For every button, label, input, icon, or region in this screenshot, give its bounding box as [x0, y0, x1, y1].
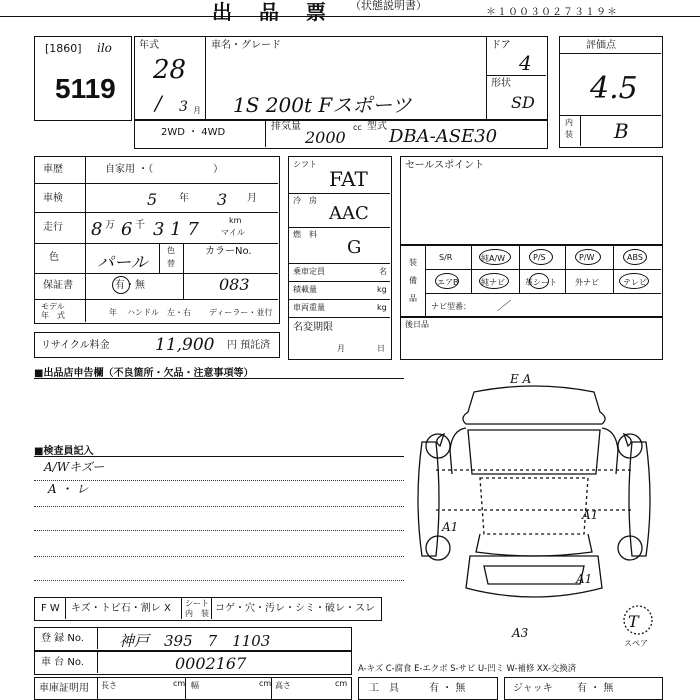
name-change-label: 名変期限 [293, 322, 333, 333]
warranty-value: 有・無 [115, 280, 145, 291]
damage-diagram [404, 370, 664, 638]
lot-tag: [1860] [45, 42, 82, 55]
equipment-box [400, 244, 663, 318]
lot-box [34, 36, 132, 121]
recycle-label: リサイクル料金 [41, 340, 110, 351]
registration-value: 神戸 395 7 1103 [119, 632, 271, 650]
year-value: 28 [153, 55, 187, 85]
score-box [559, 36, 663, 148]
sheet-title: 出 品 票 [212, 0, 336, 24]
body-shape-label: 形状 [491, 78, 511, 89]
year-label: 年式 [139, 40, 159, 51]
interior-label-1: 内 [565, 118, 573, 127]
inspection-month: 3 [217, 190, 228, 209]
cert-length-label: 長さ [101, 681, 117, 690]
seat-label-1: シート [185, 599, 209, 608]
equipment-abs: ABS [627, 253, 643, 262]
cert-width-unit: cm [259, 679, 272, 688]
model-year-label-1: モデル [41, 302, 65, 311]
equipment-leather-seats: 革シート [525, 278, 557, 287]
drive-label: 2WD ・ 4WD [161, 127, 226, 138]
equipment-power-steering: P/S [533, 253, 546, 262]
inspection-label: 車検 [43, 193, 63, 204]
displacement-label: 排気量 [271, 121, 301, 132]
seat-value: コゲ・穴・汚レ・シミ・破レ・スレ [215, 603, 375, 614]
mileage-label: 走行 [43, 222, 63, 233]
chassis-label: 車 台 No. [41, 657, 84, 668]
history-table [34, 156, 280, 324]
mileage-unit-km: km [229, 216, 242, 225]
cert-length-unit: cm [173, 679, 186, 688]
model-label: 型式 [367, 121, 387, 132]
registration-label: 登 録 No. [41, 633, 84, 644]
inspector-line-1: A/Wキズー [44, 460, 105, 474]
warranty-label: 保証書 [43, 280, 73, 291]
diagram-mark-rear-right: A1 [576, 572, 593, 586]
door-label: ドア [491, 40, 511, 51]
cert-height-unit: cm [335, 679, 348, 688]
tools-value: 有 ・ 無 [429, 683, 466, 694]
model-value: DBA-ASE30 [389, 126, 498, 147]
inspection-month-unit: 月 [247, 193, 257, 204]
spare-mark: T [628, 612, 639, 631]
jack-row [504, 677, 663, 700]
handle-side: ハンドル 左・右 [127, 308, 191, 317]
recycle-value: 11,900 [155, 335, 215, 355]
color-label: 色 [49, 252, 59, 263]
mechanics-table [288, 156, 392, 360]
score-value: 4.5 [590, 71, 638, 106]
repaint-label-1: 色 [167, 246, 175, 255]
vehicle-main-box: 年式 28 / 3 月 車名・グレード 1S 200t Fスポーツ ドア 4 形状 SD [134, 36, 548, 121]
chassis-row [34, 651, 352, 675]
equipment-oem-navi: 純ナビ [481, 278, 505, 287]
ac-value: AAC [329, 203, 369, 224]
late-date-label: 後日品 [405, 320, 429, 329]
late-date-box [400, 316, 663, 360]
sales-point-box [400, 156, 663, 246]
damage-legend: A-キズ C-腐食 E-エクボ S-サビ U-凹ミ W-補修 XX-交換済 [358, 663, 577, 673]
mileage-rest: 3 1 7 [153, 219, 199, 240]
name-change-month: 月 [337, 344, 345, 353]
shift-value: FAT [329, 167, 368, 191]
barcode-number: ＊１００３０２７３１９＊ [486, 7, 618, 18]
navi-model-value: ／ [497, 299, 510, 313]
capacity-label: 乗車定員 [293, 267, 325, 276]
lot-number: 5119 [55, 73, 116, 104]
garage-cert-label: 車庫証明用 [39, 683, 89, 694]
equipment-label-2: 備 [409, 276, 417, 285]
displacement-value: 2000 [305, 128, 346, 147]
weight-label: 車両重量 [293, 303, 325, 312]
capacity-unit: 名 [379, 267, 387, 276]
registration-row [34, 627, 352, 651]
color-code-value: 083 [219, 275, 250, 294]
body-shape-value: SD [511, 93, 535, 112]
interior-label-2: 装 [565, 130, 573, 139]
shift-label: シフト [293, 160, 317, 169]
equipment-alloy-wheels: 純A/W [481, 254, 506, 263]
jack-label: ジャッキ [513, 683, 553, 694]
name-change-day: 日 [377, 344, 385, 353]
diagram-mark-right: A1 [582, 508, 599, 522]
history-value: 自家用 ・（ ） [105, 164, 224, 175]
recycle-unit: 円 預託済 [227, 340, 271, 351]
fw-row [34, 597, 382, 621]
lot-tag-suffix: ilo [97, 41, 112, 55]
score-label: 評価点 [586, 40, 616, 51]
seat-label-2: 内 装 [185, 609, 209, 618]
diagram-front-mark: E A [510, 372, 532, 386]
equipment-label-3: 品 [409, 294, 417, 303]
color-code-label: カラーNo. [205, 246, 252, 257]
mileage-unit-mile: マイル [221, 228, 245, 237]
equipment-airbag: エアB [437, 278, 459, 287]
year-month-unit: 月 [193, 106, 201, 115]
mileage-unit-sen: 千 [135, 220, 145, 231]
tools-row [358, 677, 498, 700]
displacement-unit: cc [353, 123, 362, 132]
weight-unit: kg [377, 303, 387, 312]
interior-value: B [614, 119, 629, 143]
garage-cert-row [34, 677, 352, 700]
equipment-aftermarket-navi: 外ナビ [575, 278, 599, 287]
fw-label: F W [41, 603, 60, 614]
navi-model-label: ナビ型番： [431, 302, 471, 311]
sales-point-label: セールスポイント [405, 160, 485, 171]
color-value: パール [97, 253, 148, 273]
spare-label: スペア [624, 639, 648, 648]
diagram-mark-rear: A3 [512, 626, 529, 640]
year-month: 3 [179, 99, 188, 115]
cert-height-label: 高さ [275, 681, 291, 690]
inspection-year-unit: 年 [179, 193, 189, 204]
fuel-label: 燃 料 [293, 230, 317, 239]
repaint-label-2: 替 [167, 259, 175, 268]
door-value: 4 [519, 51, 532, 75]
spec-row [134, 119, 548, 149]
equipment-label-1: 装 [409, 258, 417, 267]
mileage-unit-man: 万 [105, 220, 115, 231]
inspection-year: 5 [147, 190, 158, 209]
equipment-sunroof: S/R [439, 253, 453, 262]
chassis-value: 0002167 [175, 654, 247, 673]
exhibitor-notes-label: ■出品店申告欄（不良箇所・欠品・注意事項等） [34, 368, 254, 379]
equipment-tv: テレビ [623, 278, 647, 287]
inspector-line-2: A ・ レ [48, 482, 89, 496]
ac-label: 冷 房 [293, 196, 317, 205]
diagram-mark-left: A1 [442, 520, 459, 534]
mileage-digit-sen: 6 [121, 219, 133, 240]
cert-width-label: 幅 [191, 681, 199, 690]
recycle-row [34, 332, 280, 358]
jack-value: 有 ・ 無 [577, 683, 614, 694]
history-label: 車歴 [43, 164, 63, 175]
dealer-type: ディーラー・並行 [209, 308, 273, 317]
load-unit: kg [377, 285, 387, 294]
inspector-label: ■検査員記入 [34, 446, 94, 457]
car-name-label: 車名・グレード [211, 40, 281, 51]
car-name-value: 1S 200t Fスポーツ [233, 93, 412, 117]
model-year-unit: 年 [109, 308, 117, 317]
load-label: 積載量 [293, 285, 317, 294]
sheet-subtitle: （状態説明書） [350, 0, 427, 12]
model-year-label-2: 年 式 [41, 311, 65, 320]
fw-value: キズ・トビ石・割レ X [71, 603, 171, 614]
fuel-value: G [347, 237, 362, 258]
tools-label: 工 具 [369, 683, 399, 694]
equipment-power-windows: P/W [579, 253, 595, 262]
mileage-digit-man: 8 [91, 219, 103, 240]
